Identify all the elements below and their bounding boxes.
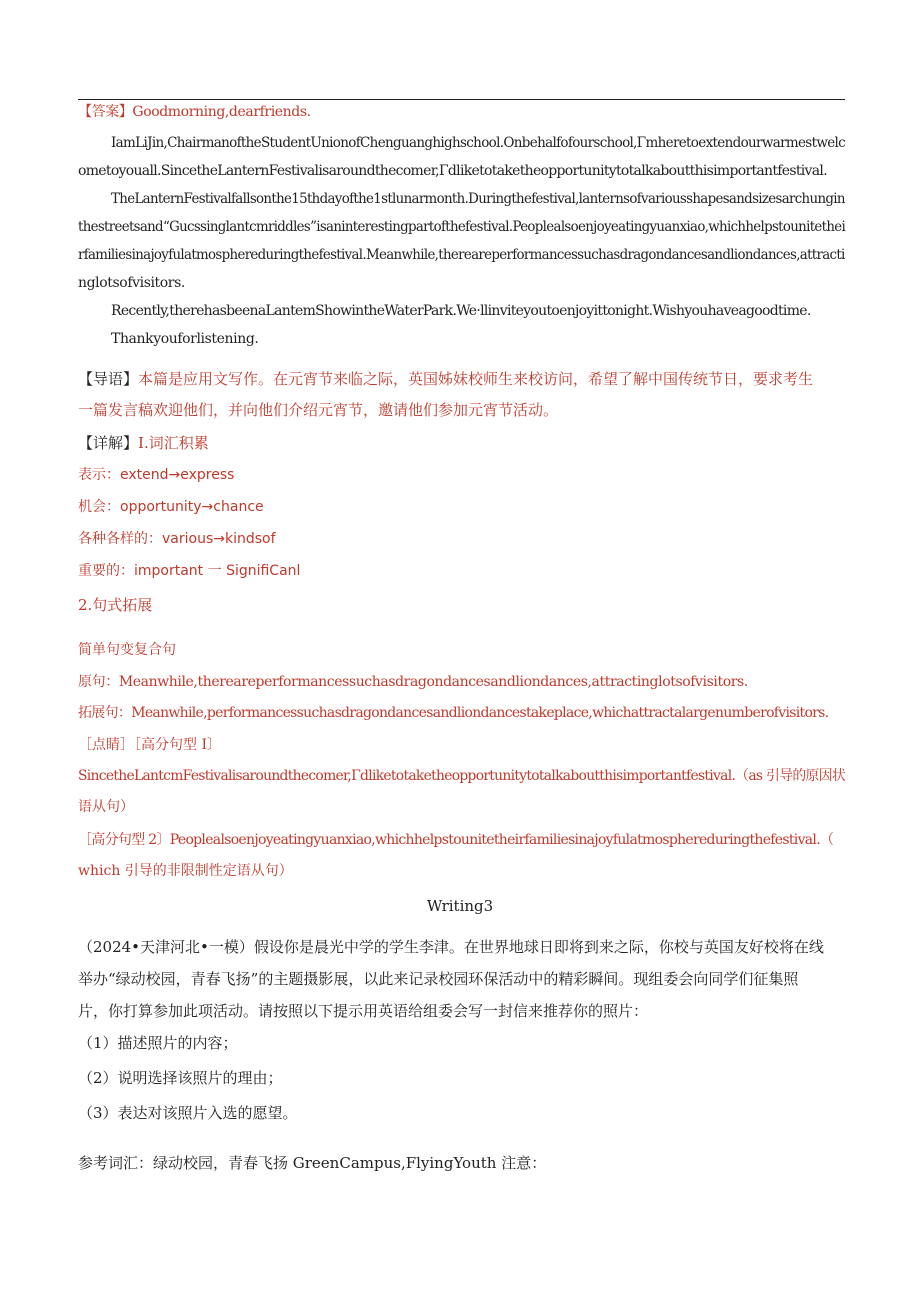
answer-p1-line2: ometoyouall.SincetheLanternFestivalisaroundthecomer,Γdliketotaketheopportunitytotalkaboutthisimportantfestival.: [78, 163, 827, 179]
extended-text: Meanwhile,performancessuchasdragondancesandliondancestakeplace,whichattractalargenumberofvisitors.: [131, 705, 829, 721]
vocab-label-4: 重要的：: [78, 563, 134, 579]
detail-heading-1: I.词汇积累: [138, 434, 209, 452]
answer-p4: Thankyouforlistening.: [111, 331, 259, 347]
vocab-label-1: 表示：: [78, 467, 120, 483]
answer-p2-line3: rfamiliesinajoyfulatmosphereduringthefestival.Meanwhile,thereareperformancessuchasdragondancesandliondances,attracti: [78, 247, 845, 263]
writing3-title: Writing3: [426, 897, 494, 915]
guide-line1: [78, 369, 813, 389]
answer-p2-line1: TheLanternFestivalfallsonthe15thdayofthe1stlunarmonth.Duringthefestival,lanternsofvariousshapesandsizesarchungin: [111, 191, 845, 207]
point1-note: （as 引导的原因状: [735, 768, 846, 784]
vocab-value-4: important 一 SignifiCanl: [134, 563, 301, 579]
original-label: 原句：: [78, 674, 119, 690]
original-sentence: [78, 672, 748, 692]
vocab-item-3: [78, 529, 276, 549]
writing3-vocab: 参考词汇：绿动校园，青春飞扬 GreenCampus,FlyingYouth 注意：: [78, 1154, 547, 1172]
answer-tag: 【答案】: [78, 104, 133, 120]
point2-tag: ［高分句型 2〕: [78, 832, 170, 848]
point1-line2: 语从句）: [78, 799, 134, 815]
vocab-value-1: extend→express: [120, 467, 235, 483]
vocab-value-2: opportunity→chance: [120, 499, 264, 515]
original-text: Meanwhile,thereareperformancessuchasdragondancesandliondances,attractinglotsofvisitors.: [118, 674, 748, 690]
point1-line1: [78, 766, 845, 786]
writing3-prompt-line2: 举办“绿动校园，青春飞扬”的主题摄影展，以此来记录校园环保活动中的精彩瞬间。现组委会向同学们征集照: [78, 970, 799, 988]
vocab-value-3: various→kindsof: [162, 531, 276, 547]
vocab-item-1: [78, 465, 234, 485]
vocab-item-4: [78, 561, 300, 581]
top-rule: [78, 99, 845, 100]
detail-subheading: 简单句变复合句: [78, 642, 176, 658]
guide-tag: 【导语】: [78, 370, 139, 388]
guide-line2: 一篇发言稿欢迎他们，并向他们介绍元宵节，邀请他们参加元宵节活动。: [78, 401, 559, 419]
detail-heading-2: 2.句式拓展: [78, 596, 153, 614]
vocab-label-2: 机会：: [78, 499, 120, 515]
writing3-item-3: （3）表达对该照片入选的愿望。: [78, 1104, 298, 1122]
answer-p1-line1: IamLiJin,ChairmanoftheStudentUnionofChenguanghighschool.Onbehalfofourschool,Γmheretoextendourwarmestwelc: [111, 135, 846, 151]
point2-text: Peoplealsoenjoyeatingyuanxiao,whichhelpstounitetheirfamiliesinajoyfulatmosphereduringthefestival.（: [169, 832, 834, 848]
point2-line1: [78, 830, 833, 850]
answer-p3: Recently,therehasbeenaLantemShowintheWaterPark.We·llinviteyoutoenjoyittonight.Wishyouhaveagoodtime.: [111, 303, 811, 319]
vocab-item-2: [78, 497, 264, 517]
vocab-label-3: 各种各样的：: [78, 531, 162, 547]
extended-sentence: [78, 703, 828, 723]
answer-p2-line4: nglotsofvisitors.: [78, 275, 185, 291]
answer-p2-line2: thestreetsand“Gucssinglantcmriddles”isaninterestingpartofthefestival.Peoplealsoenjoyeatingyuanxiao,whichhelpstounitethei: [78, 219, 846, 235]
writing3-prompt-line3: 片，你打算参加此项活动。请按照以下提示用英语给组委会写一封信来推荐你的照片：: [78, 1002, 649, 1020]
writing3-item-2: （2）说明选择该照片的理由；: [78, 1069, 283, 1087]
extended-label: 拓展句：: [78, 705, 132, 721]
answer-greeting: Goodmorning,dearfriends.: [132, 104, 311, 120]
answer-greeting-line: [78, 102, 311, 122]
detail-tag: 【详解】: [78, 434, 139, 452]
point1-text: SincetheLantcmFestivalisaroundthecomer,Γdliketotaketheopportunitytotalkaboutthisimportantfestival.: [78, 768, 736, 784]
guide-text-1: 本篇是应用文写作。在元宵节来临之际，英国姊妹校师生来校访问，希望了解中国传统节日，要求考生: [138, 370, 814, 388]
writing3-prompt-line1: （2024•天津河北•一模）假设你是晨光中学的学生李津。在世界地球日即将到来之际，你校与英国友好校将在线: [78, 938, 824, 956]
writing3-item-1: （1）描述照片的内容；: [78, 1034, 238, 1052]
point2-line2: which 引导的非限制性定语从句）: [78, 863, 293, 879]
point-tags: ［点睛］［高分句型 I〕: [78, 737, 221, 753]
detail-heading-line: [78, 433, 209, 453]
